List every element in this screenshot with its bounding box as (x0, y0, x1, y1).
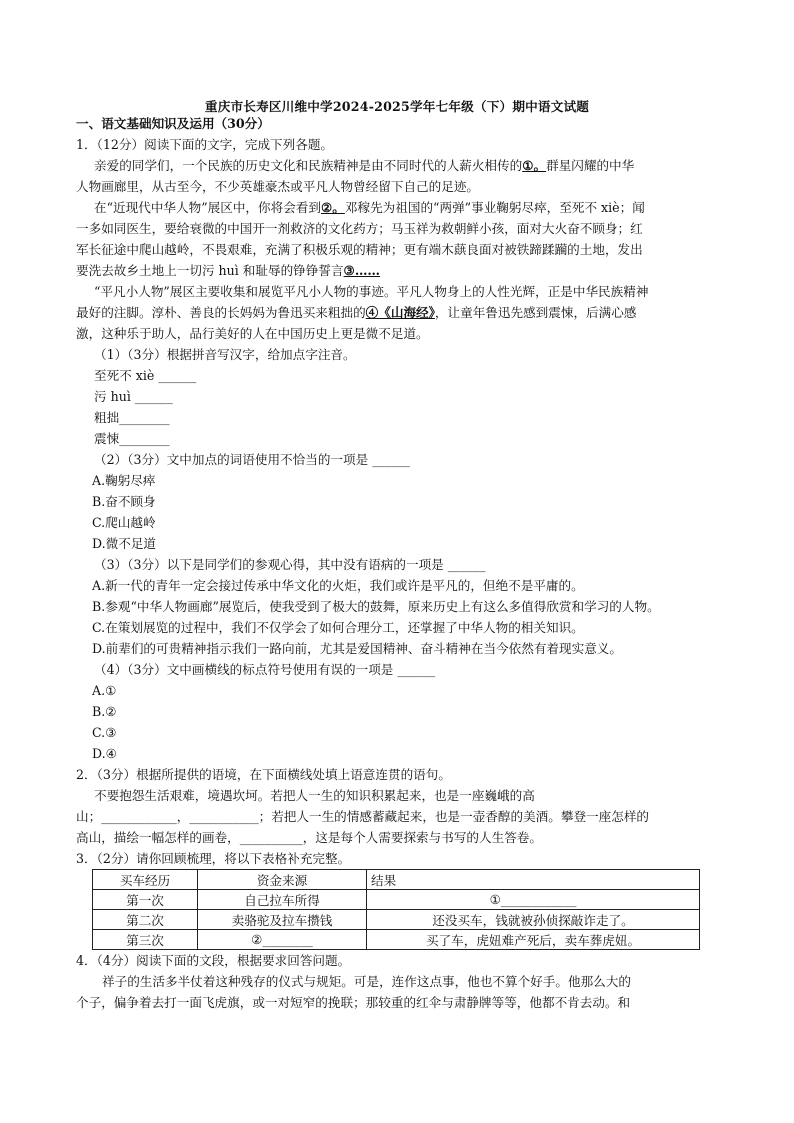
passage-text: ，让童年鲁迅先感到震悚，后满心感 (434, 305, 637, 320)
q1-passage-line (76, 197, 726, 218)
choice-option: D.微不足道 (92, 536, 157, 551)
q1-passage-line (76, 260, 726, 281)
table-cell: 第二次 (93, 910, 198, 930)
marked-punctuation-3: ③…… (343, 263, 381, 278)
section-heading: 一、语文基础知识及运用（30分） (76, 116, 270, 131)
q1-passage-line: 一多如同医生，要给衰微的中国开一剂救济的文化药方；马玉祥为救朝鲜小孩，面对大火奋不顾身；红 (76, 221, 643, 236)
choice-option: C.在策划展览的过程中，我们不仅学会了如何合理分工，还掌握了中华人物的相关知识。 (92, 620, 584, 635)
marked-punctuation-2: ②。 (320, 200, 345, 215)
q2-text-line: 不要抱怨生活艰难，境遇坎坷。若把人一生的知识积累起来，也是一座巍峨的高 (94, 788, 535, 803)
q1-passage-line: 激，这种乐于助人，品行美好的人在中国历史上更是微不足道。 (76, 326, 429, 341)
q1-heading: 1．（12分）阅读下面的文字，完成下列各题。 (76, 137, 334, 152)
q4-text-line: 祥子的生活多半仗着这种残存的仪式与规矩。可是，连作这点事，他也不算个好手。他那么大的 (102, 974, 631, 989)
q4-text-line: 个子，偏争着去打一面飞虎旗，或一对短窄的挽联；那较重的红伞与肃静牌等等，他都不肯去动。和 (76, 995, 631, 1010)
answer-blank-line: 震悚________ (94, 431, 170, 446)
choice-option: C.③ (92, 725, 117, 740)
exam-content (76, 113, 726, 1013)
table-cell: ①____________ (367, 890, 700, 910)
table-row (93, 910, 700, 930)
q1-passage-line: 人物画廊里，从古至今，不少英雄豪杰或平凡人物曾经留下自己的足迹。 (76, 179, 479, 194)
table-cell: 第一次 (93, 890, 198, 910)
q4-heading: 4．（4分）阅读下面的文段，根据要求回答问题。 (76, 953, 351, 968)
passage-text: 邓稼先为祖国的“两弹”事业鞠躬尽瘁，至死不 xiè；闻 (344, 200, 645, 215)
table-header-row (93, 870, 700, 890)
choice-option: B.参观“中华人物画廊”展览后，使我受到了极大的鼓舞，原来历史上有这么多值得欣赏和学习的人物。 (92, 599, 660, 614)
subquestion-heading: （3）（3分）以下是同学们的参观心得，其中没有语病的一项是 ______ (94, 557, 486, 572)
passage-text: 亲爱的同学们，一个民族的历史文化和民族精神是由不同时代的人薪火相传的 (94, 158, 523, 173)
q3-table (92, 869, 700, 950)
choice-option: A.新一代的青年一定会接过传承中华文化的火炬，我们或许是平凡的，但绝不是平庸的。 (92, 578, 584, 593)
marked-punctuation-1: ①。 (522, 158, 547, 173)
q2-heading: 2．（3分）根据所提供的语境，在下面横线处填上语意连贯的语句。 (76, 767, 451, 782)
table-header-cell: 买车经历 (93, 870, 198, 890)
table-row (93, 930, 700, 950)
table-cell: 买了车，虎妞难产死后，卖车葬虎妞。 (367, 930, 700, 950)
subquestion-heading: （2）（3分）文中加点的词语使用不恰当的一项是 ______ (94, 452, 410, 467)
table-cell: 自己拉车所得 (198, 890, 367, 910)
q1-passage-line: “平凡小人物”展区主要收集和展览平凡小人物的事迹。平凡人物身上的人性光辉，正是中华民族精神 (94, 284, 649, 299)
table-header-cell: 结果 (367, 870, 700, 890)
marked-punctuation-4: ④《山海经》 (365, 305, 435, 320)
choice-option: C.爬山越岭 (92, 515, 156, 530)
choice-option: D.④ (92, 746, 117, 761)
passage-text: 最好的注脚。淳朴、善良的长妈妈为鲁迅买来粗拙的 (76, 305, 366, 320)
exam-title: 重庆市长寿区川维中学2024-2025学年七年级（下）期中语文试题 (204, 99, 590, 114)
choice-option: A.鞠躬尽瘁 (92, 473, 156, 488)
passage-text: 群星闪耀的中华 (546, 158, 635, 173)
choice-option: B.② (92, 704, 117, 719)
q3-heading: 3．（2分）请你回顾梳理，将以下表格补充完整。 (76, 851, 351, 866)
table-cell: 还没买车，钱就被孙侦探敲诈走了。 (367, 910, 700, 930)
choice-option: B.奋不顾身 (92, 494, 156, 509)
q2-text-line: 高山，描绘一幅怎样的画卷，__________，这是每个人需要探索与书写的人生答卷。 (76, 830, 542, 845)
q2-text-line: 山；____________，___________；若把人一生的情感蓄藏起来，也是一壶香醇的美酒。攀登一座怎样的 (76, 809, 650, 824)
answer-blank-line: 污 huì ______ (94, 389, 173, 404)
q1-passage-line (76, 155, 726, 176)
subquestion-heading: （1）（3分）根据拼音写汉字，给加点字注音。 (94, 347, 356, 362)
choice-option: D.前辈们的可贵精神指示我们一路向前，尤其是爱国精神、奋斗精神在当今依然有着现实意义。 (92, 641, 622, 656)
table-cell: ②________ (198, 930, 367, 950)
subquestion-heading: （4）（3分）文中画横线的标点符号使用有误的一项是 ______ (94, 662, 436, 677)
table-header-cell: 资金来源 (198, 870, 367, 890)
answer-blank-line: 粗拙________ (94, 410, 170, 425)
q1-passage-line (76, 302, 726, 323)
answer-blank-line: 至死不 xiè ______ (94, 368, 197, 383)
table-cell: 卖骆驼及拉车攒钱 (198, 910, 367, 930)
table-cell: 第三次 (93, 930, 198, 950)
passage-text: 要洗去故乡土地上一切污 huì 和耻辱的铮铮誓言 (76, 263, 344, 278)
q1-passage-line: 军长征途中爬山越岭，不畏艰难，充满了积极乐观的精神；更有端木蕻良面对被铁蹄蹂躏的土地，发出 (76, 242, 643, 257)
choice-option: A.① (92, 683, 117, 698)
passage-text: 在“近现代中华人物”展区中，你将会看到 (94, 200, 321, 215)
table-row (93, 890, 700, 910)
